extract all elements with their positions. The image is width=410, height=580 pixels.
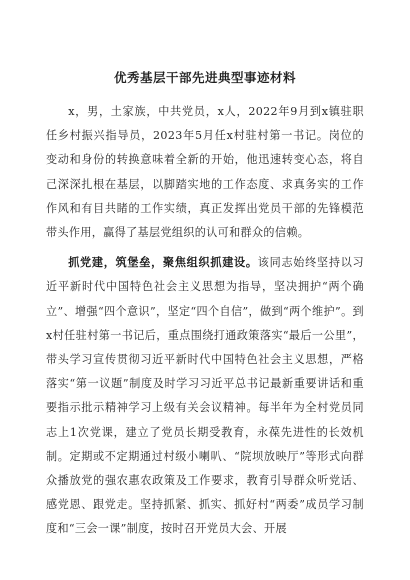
- paragraph-intro-text: x，男，土家族，中共党员，x人，2022年9月到x镇驻职任乡村振兴指导员，2023年5月任x村驻村第一书记。岗位的变动和身份的转换意味着全新的开始，他迅速转变心态，将自己深深扎根在基层，以脚踏实地的工作态度、求真务实的工作作风和有目共睹的工作实绩，真正发挥出党员干部的先锋模范带头作用，赢得了基层党组织的认可和群众的信赖。: [46, 105, 364, 240]
- document-title: 优秀基层干部先进典型事迹材料: [113, 70, 296, 85]
- paragraph-intro: [46, 100, 364, 245]
- paragraph-party-building: [46, 251, 364, 541]
- section-heading: 抓党建，筑堡垒，聚焦组织抓建设。: [68, 256, 258, 270]
- paragraph-party-building-text: 该同志始终坚持以习近平新时代中国特色社会主义思想为指导，坚决拥护“两个确立”、增强“四个意识”，坚定“四个自信”，做到“两个维护”。到x村任驻村第一书记后，重点围绕打通政策落实“最后一公里”，带头学习宣传贯彻习近平新时代中国特色社会主义思想，严格落实“第一议题”制度及时学习习近平总书记最新重要讲话和重要指示批示精神学习上级有关会议精神。每半年为全村党员同志上1次党课，建立了党员长期受教育，永葆先进性的长效机制。定期或不定期通过村级小喇叭、“院坝放映厅”等形式向群众播放党的强农惠农政策及工作要求，教育引导群众听党话、感党恩、跟党走。坚持抓紧、抓实、抓好村“两委”成员学习制度和“三会一课”制度，按时召开党员大会、开展: [46, 256, 364, 536]
